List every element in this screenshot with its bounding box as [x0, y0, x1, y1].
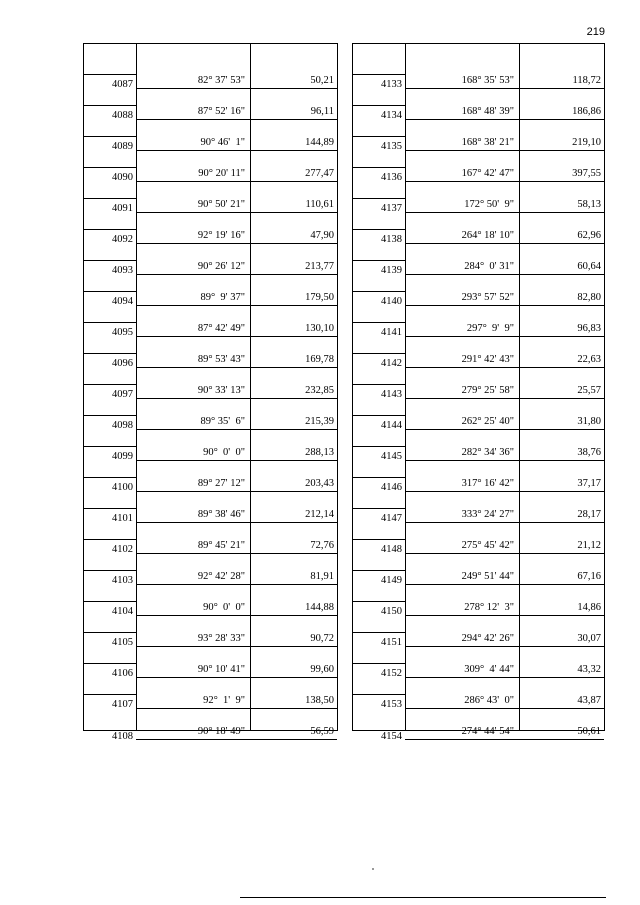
bottom-rule [240, 897, 606, 898]
segment-row [136, 306, 337, 337]
point-cell [353, 106, 405, 152]
segment-row [405, 275, 604, 306]
distance-value: 169,78 [305, 354, 334, 365]
angle-value: 90° 20' 11" [198, 168, 245, 179]
point-cell [84, 385, 136, 431]
angle-value: 168° 35' 53" [461, 75, 514, 86]
segment-row [405, 151, 604, 182]
distance-value: 58,13 [577, 199, 601, 210]
distance-value: 14,86 [577, 602, 601, 613]
angle-value: 92° 1' 9" [203, 695, 245, 706]
angle-value: 293° 57' 52" [461, 292, 514, 303]
point-cell [84, 695, 136, 742]
angle-value: 167° 42' 47" [461, 168, 514, 179]
angle-value: 168° 48' 39" [461, 106, 514, 117]
segment-row [136, 492, 337, 523]
angle-value: 89° 45' 21" [197, 540, 245, 551]
segment-row [405, 58, 604, 89]
segment-row [405, 337, 604, 368]
point-number: 4135 [381, 141, 402, 152]
point-number: 4099 [112, 451, 133, 462]
point-cell [84, 478, 136, 524]
distance-value: 62,96 [577, 230, 601, 241]
angle-value: 87° 42' 49" [197, 323, 245, 334]
point-cell [84, 106, 136, 152]
point-cell [84, 602, 136, 648]
distance-value: 60,64 [577, 261, 601, 272]
point-number: 4154 [381, 731, 402, 742]
angle-value: 89° 38' 46" [197, 509, 245, 520]
distance-value: 21,12 [577, 540, 601, 551]
point-number: 4088 [112, 110, 133, 121]
angle-value: 89° 35' 6" [200, 416, 245, 427]
point-cell [353, 199, 405, 245]
segment-row [405, 306, 604, 337]
angle-value: 89° 27' 12" [197, 478, 245, 489]
point-cell [353, 571, 405, 617]
point-cell [353, 168, 405, 214]
segment-row [405, 492, 604, 523]
distance-value: 30,07 [577, 633, 601, 644]
angle-value: 297° 9' 9" [466, 323, 514, 334]
point-number: 4087 [112, 79, 133, 90]
point-number: 4091 [112, 203, 133, 214]
segment-row [405, 89, 604, 120]
point-cell [353, 230, 405, 276]
point-number: 4139 [381, 265, 402, 276]
point-number: 4141 [381, 327, 402, 338]
point-cell [353, 540, 405, 586]
segment-row [136, 554, 337, 585]
point-number: 4134 [381, 110, 402, 121]
point-number: 4142 [381, 358, 402, 369]
angle-value: 264° 18' 10" [461, 230, 514, 241]
angle-value: 90° 0' 0" [203, 447, 245, 458]
segment-row [136, 647, 337, 678]
angle-value: 284° 0' 31" [464, 261, 514, 272]
angle-value: 286° 43' 0" [464, 695, 514, 706]
point-cell [84, 571, 136, 617]
point-cell [353, 323, 405, 369]
segment-row [405, 213, 604, 244]
point-cell [84, 230, 136, 276]
segment-row [405, 182, 604, 213]
point-cell [353, 75, 405, 121]
angle-value: 172° 50' 9" [464, 199, 514, 210]
left-coordinates-table [83, 43, 338, 742]
point-cell [84, 664, 136, 710]
point-cell [353, 695, 405, 742]
point-number: 4146 [381, 482, 402, 493]
distance-value: 186,86 [572, 106, 601, 117]
point-cell [84, 261, 136, 307]
point-number: 4107 [112, 699, 133, 710]
point-number: 4147 [381, 513, 402, 524]
distance-value: 144,89 [305, 137, 334, 148]
segment-row [136, 58, 337, 89]
angle-value: 294° 42' 26" [461, 633, 514, 644]
point-number: 4153 [381, 699, 402, 710]
point-cell [84, 168, 136, 214]
distance-value: 72,76 [310, 540, 334, 551]
point-cell [84, 137, 136, 183]
point-cell [84, 75, 136, 121]
angle-value: 89° 9' 37" [200, 292, 245, 303]
point-cell [353, 292, 405, 338]
distance-value: 96,11 [310, 106, 334, 117]
distance-value: 82,80 [577, 292, 601, 303]
point-number: 4150 [381, 606, 402, 617]
distance-value: 31,80 [577, 416, 601, 427]
point-number: 4094 [112, 296, 133, 307]
segment-row [405, 430, 604, 461]
point-number: 4090 [112, 172, 133, 183]
segment-row [405, 120, 604, 151]
segment-row [136, 709, 337, 740]
point-number: 4095 [112, 327, 133, 338]
angle-value: 92° 19' 16" [197, 230, 245, 241]
distance-value: 25,57 [577, 385, 601, 396]
distance-value: 212,14 [305, 509, 334, 520]
distance-value: 22,63 [577, 354, 601, 365]
segment-row [136, 523, 337, 554]
point-cell [353, 633, 405, 679]
distance-value: 130,10 [305, 323, 334, 334]
segment-row [136, 337, 337, 368]
segment-row [405, 554, 604, 585]
point-cell [84, 447, 136, 493]
angle-value: 333° 24' 27" [461, 509, 514, 520]
distance-value: 47,90 [310, 230, 334, 241]
distance-value: 179,50 [305, 292, 334, 303]
point-cell [353, 261, 405, 307]
angle-value: 90° 0' 0" [203, 602, 245, 613]
angle-value: 168° 38' 21" [461, 137, 514, 148]
angle-value: 90° 26' 12" [197, 261, 245, 272]
distance-value: 397,55 [572, 168, 601, 179]
distance-value: 67,16 [577, 571, 601, 582]
distance-value: 96,83 [577, 323, 601, 334]
distance-value: 138,50 [305, 695, 334, 706]
segment-row [136, 89, 337, 120]
segment-row [405, 616, 604, 647]
point-cell [353, 137, 405, 183]
distance-value: 37,17 [577, 478, 601, 489]
point-number: 4100 [112, 482, 133, 493]
point-cell [353, 385, 405, 431]
segment-row [136, 368, 337, 399]
distance-value: 203,43 [305, 478, 334, 489]
scan-speck [372, 868, 374, 870]
point-cell [84, 633, 136, 679]
point-number: 4149 [381, 575, 402, 586]
distance-value: 288,13 [305, 447, 334, 458]
distance-value: 110,61 [305, 199, 334, 210]
angle-value: 279° 25' 58" [461, 385, 514, 396]
distance-value: 28,17 [577, 509, 601, 520]
angle-value: 282° 34' 36" [461, 447, 514, 458]
distance-value: 90,72 [310, 633, 334, 644]
segment-row [136, 616, 337, 647]
segment-row [405, 399, 604, 430]
point-number: 4101 [112, 513, 133, 524]
distance-value: 56,59 [310, 726, 334, 737]
point-cell [353, 602, 405, 648]
distance-value: 213,77 [305, 261, 334, 272]
point-cell [84, 509, 136, 555]
distance-value: 38,76 [577, 447, 601, 458]
segment-row [136, 120, 337, 151]
angle-value: 90° 33' 13" [197, 385, 245, 396]
angle-value: 317° 16' 42" [461, 478, 514, 489]
segment-row [136, 275, 337, 306]
segment-row [136, 585, 337, 616]
distance-value: 277,47 [305, 168, 334, 179]
point-cell [353, 44, 405, 90]
angle-value: 92° 42' 28" [197, 571, 245, 582]
angle-value: 274° 44' 54" [461, 726, 514, 737]
point-number: 4137 [381, 203, 402, 214]
distance-value: 50,61 [577, 726, 601, 737]
segment-row [136, 678, 337, 709]
segment-row [405, 709, 604, 740]
point-number: 4092 [112, 234, 133, 245]
point-number: 4104 [112, 606, 133, 617]
segment-row [405, 585, 604, 616]
point-cell [353, 478, 405, 524]
point-cell [84, 416, 136, 462]
angle-value: 90° 50' 21" [197, 199, 245, 210]
distance-value: 219,10 [572, 137, 601, 148]
point-number: 4102 [112, 544, 133, 555]
point-number: 4136 [381, 172, 402, 183]
point-cell [353, 447, 405, 493]
distance-value: 118,72 [572, 75, 601, 86]
point-number: 4108 [112, 731, 133, 742]
point-number: 4093 [112, 265, 133, 276]
point-number: 4148 [381, 544, 402, 555]
point-cell [84, 354, 136, 400]
point-cell [353, 416, 405, 462]
right-coordinates-table [352, 43, 605, 742]
point-number: 4145 [381, 451, 402, 462]
angle-value: 90° 46' 1" [200, 137, 245, 148]
point-cell [84, 540, 136, 586]
angle-value: 87° 52' 16" [197, 106, 245, 117]
point-number: 4106 [112, 668, 133, 679]
distance-value: 144,88 [305, 602, 334, 613]
point-cell [353, 664, 405, 710]
segment-row [405, 461, 604, 492]
page-number: 219 [586, 26, 605, 38]
point-number: 4140 [381, 296, 402, 307]
segment-row [136, 151, 337, 182]
point-number: 4103 [112, 575, 133, 586]
point-number: 4089 [112, 141, 133, 152]
distance-value: 81,91 [310, 571, 334, 582]
angle-value: 278° 12' 3" [464, 602, 514, 613]
angle-value: 262° 25' 40" [461, 416, 514, 427]
angle-value: 82° 37' 53" [197, 75, 245, 86]
angle-value: 93° 28' 33" [197, 633, 245, 644]
segment-row [405, 244, 604, 275]
angle-value: 275° 45' 42" [461, 540, 514, 551]
point-cell [84, 292, 136, 338]
segment-row [405, 368, 604, 399]
point-number: 4133 [381, 79, 402, 90]
point-number: 4097 [112, 389, 133, 400]
point-cell [353, 509, 405, 555]
point-cell [353, 354, 405, 400]
point-number: 4152 [381, 668, 402, 679]
segment-row [136, 182, 337, 213]
point-number: 4098 [112, 420, 133, 431]
point-number: 4151 [381, 637, 402, 648]
angle-value: 90° 10' 41" [197, 664, 245, 675]
point-number: 4096 [112, 358, 133, 369]
segment-row [405, 647, 604, 678]
point-number: 4143 [381, 389, 402, 400]
distance-value: 50,21 [310, 75, 334, 86]
distance-value: 43,32 [577, 664, 601, 675]
segment-row [405, 523, 604, 554]
point-number: 4138 [381, 234, 402, 245]
angle-value: 249° 51' 44" [461, 571, 514, 582]
segment-row [136, 399, 337, 430]
point-cell [84, 44, 136, 90]
segment-row [136, 430, 337, 461]
segment-row [136, 244, 337, 275]
angle-value: 90° 18' 49" [197, 726, 245, 737]
distance-value: 215,39 [305, 416, 334, 427]
point-number: 4105 [112, 637, 133, 648]
segment-row [136, 213, 337, 244]
distance-value: 43,87 [577, 695, 601, 706]
distance-value: 232,85 [305, 385, 334, 396]
point-number: 4144 [381, 420, 402, 431]
angle-value: 291° 42' 43" [461, 354, 514, 365]
angle-value: 309° 4' 44" [464, 664, 514, 675]
point-cell [84, 323, 136, 369]
angle-value: 89° 53' 43" [197, 354, 245, 365]
segment-row [405, 678, 604, 709]
segment-row [136, 461, 337, 492]
distance-value: 99,60 [310, 664, 334, 675]
point-cell [84, 199, 136, 245]
